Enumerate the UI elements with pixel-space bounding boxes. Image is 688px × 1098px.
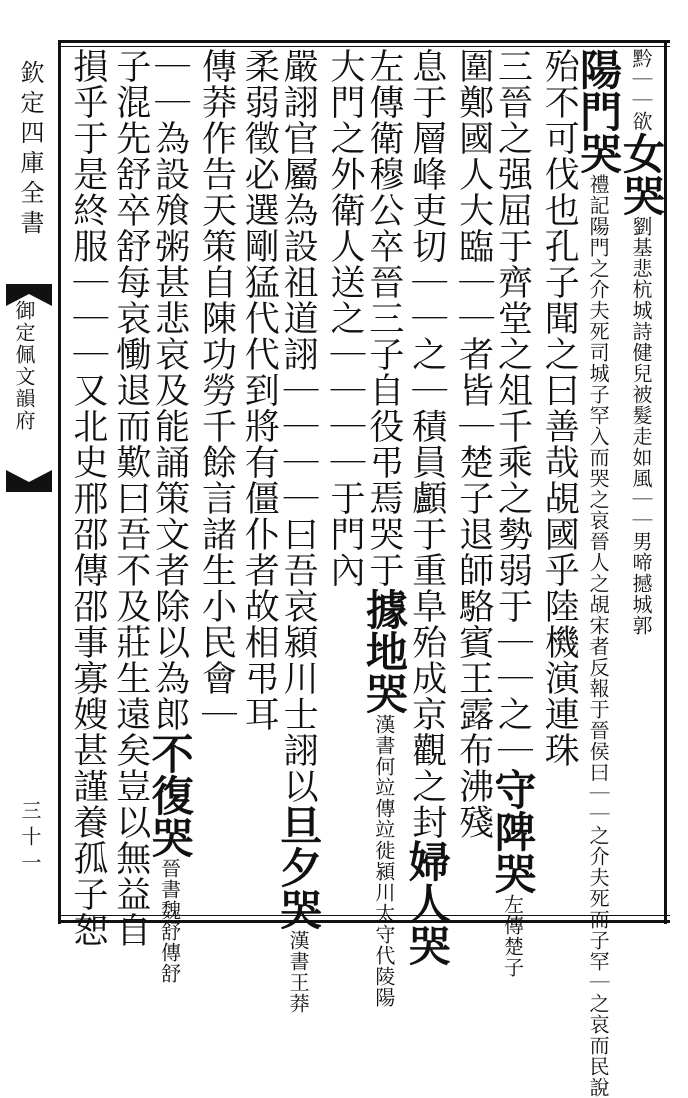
text-column xyxy=(233,48,280,914)
commentary-text: 潁川太守代陵陽 xyxy=(371,861,396,1008)
text-column xyxy=(105,48,151,948)
commentary-text: 王莽 xyxy=(286,972,311,1014)
headword: 據地哭 xyxy=(359,588,409,714)
frame-top-inner-line xyxy=(58,46,670,47)
commentary-pair xyxy=(629,111,653,132)
headword: 陽門哭 xyxy=(574,48,624,174)
page-number: 三十一 xyxy=(18,800,42,878)
headword: 不復哭 xyxy=(145,732,195,858)
commentary-text: 漢書 xyxy=(286,930,311,972)
commentary-pair xyxy=(629,48,653,111)
main-text: 嚴詡官屬為設祖道詡｜｜｜｜曰吾哀潁川士詡以 xyxy=(278,48,319,804)
commentary-text: 漢書何竝傳竝徙 xyxy=(371,714,396,861)
commentary-text: 黔 xyxy=(629,48,653,69)
frame-left-line xyxy=(58,40,61,924)
text-column xyxy=(488,48,538,978)
text-column xyxy=(145,48,195,984)
main-text: 圍鄭國人大臨｜｜者皆｜楚子退師駱賓王露布沸殘 xyxy=(453,48,494,840)
headword: 女哭 xyxy=(617,132,666,216)
text-columns xyxy=(62,48,666,1098)
commentary-text: ｜｜ xyxy=(629,69,653,111)
main-text: 柔弱徵必選剛猛代代到將有僵仆者故相弔耳 xyxy=(239,48,280,732)
main-text: 息于層峰吏切｜｜之｜積員顱于重阜殆成京觀之封 xyxy=(406,48,447,840)
collection-title: 欽定四庫全書 xyxy=(16,60,44,240)
main-text: 子混先舒卒舒每哀慟退而歎曰吾不及莊生遠矣豈以無益自 xyxy=(110,48,151,948)
main-text: 傳莽作告天策自陳功勞千餘言諸生小民會｜ xyxy=(196,48,237,732)
text-column xyxy=(62,48,108,948)
text-column xyxy=(402,48,452,966)
frame-top-line xyxy=(58,40,670,43)
text-column xyxy=(448,48,494,914)
commentary-text: 走如風｜｜男啼撼城郭 xyxy=(629,426,653,636)
margin-band xyxy=(0,40,58,924)
main-text: ｜｜為設飱粥甚悲哀及能誦策文者除以為郎 xyxy=(149,48,190,732)
commentary-text: 楚子 xyxy=(500,936,525,978)
fishtail-mark-lower-icon xyxy=(6,470,52,492)
commentary-text: 欲 xyxy=(629,111,653,132)
text-column xyxy=(319,48,365,914)
commentary-text: 左傳 xyxy=(500,894,525,936)
main-text: 大門之外衛人送之｜｜｜｜于門內 xyxy=(325,48,365,588)
commentary-pair xyxy=(157,858,182,984)
text-column xyxy=(574,48,624,1098)
main-text: 左傳衛穆公卒晉三子自役弔焉哭于 xyxy=(363,48,404,588)
text-column xyxy=(191,48,237,914)
commentary-text: 晉書魏 xyxy=(157,858,182,921)
commentary-text: 劉基悲杭城詩健兒被髮 xyxy=(629,216,653,426)
book-title: 御定佩文韻府 xyxy=(12,300,36,432)
text-column xyxy=(533,48,580,914)
text-column xyxy=(274,48,324,1014)
commentary-pair xyxy=(286,930,311,1014)
commentary-pair xyxy=(586,174,611,1098)
commentary-text: 禮記陽門之介夫死司城子罕入而哭之哀晉人之覘宋 xyxy=(586,174,611,636)
commentary-pair xyxy=(629,216,653,636)
main-text: 殆不可伐也孔子聞之曰善哉覘國乎陸機演連珠 xyxy=(539,48,580,768)
headword: 守陴哭 xyxy=(488,768,538,894)
commentary-text: 舒傳舒 xyxy=(157,921,182,984)
text-column xyxy=(617,48,666,914)
headword: 婦人哭 xyxy=(402,840,452,966)
headword: 旦夕哭 xyxy=(274,804,324,930)
commentary-text: 者反報于晉侯曰｜｜之介夫死而子罕｜之哀而民說 xyxy=(586,636,611,1098)
main-text: 損乎于是終服｜｜｜又北史邢邵傳邵事寡嫂甚謹養孤子恕 xyxy=(67,48,108,948)
text-column xyxy=(359,48,409,1008)
commentary-pair xyxy=(500,894,525,978)
main-text: 三晉之强屈于齊堂之俎千乘之勢弱于｜｜之｜ xyxy=(492,48,533,768)
